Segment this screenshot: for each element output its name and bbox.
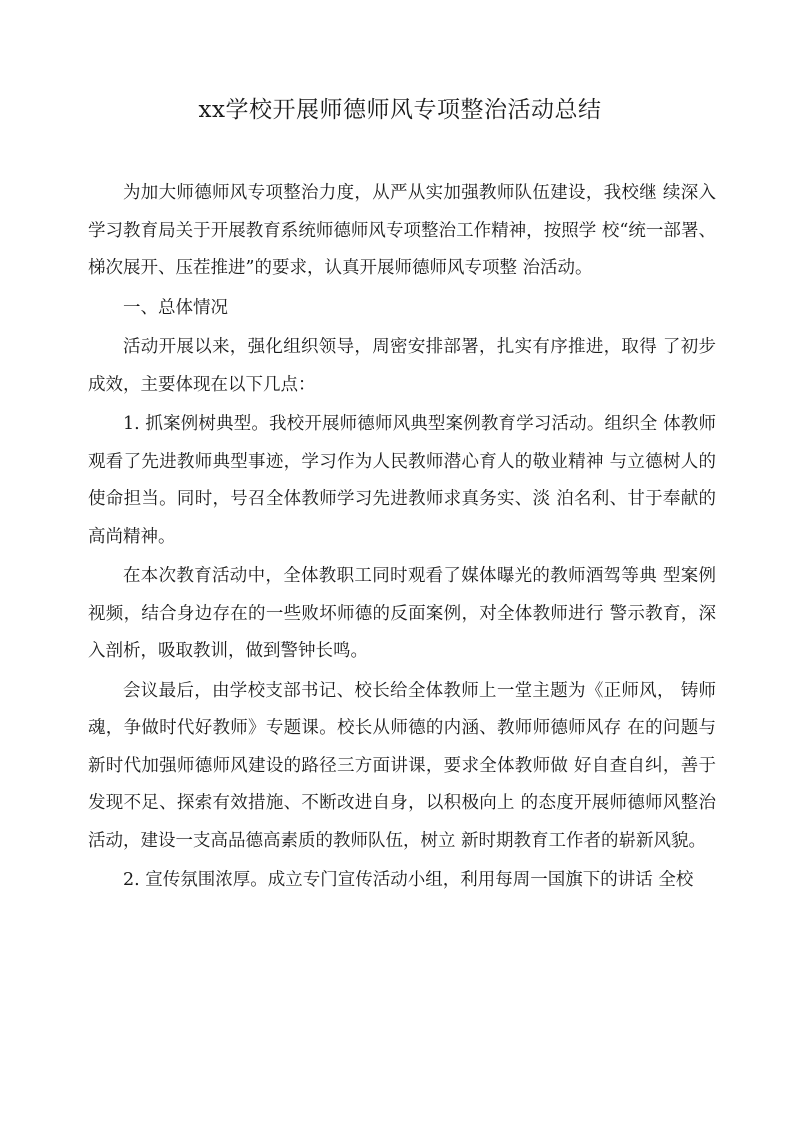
paragraph-intro: 为加大师德师风专项整治力度，从严从实加强教师队伍建设，我校继 续深入学习教育局关于开展教育系统师德师风专项整治工作精神，按照学 校“统一部署、梯次展开、压茬推进”的要求，认真开展师德师风专项整 治活动。 [88,183,716,278]
document-title: xx学校开展师德师风专项整治活动总结 [198,97,602,123]
paragraph-point-2: 2. 宣传氛围浓厚。成立专门宣传活动小组，利用每周一国旗下的讲话 全校 [123,870,694,890]
paragraph-warning-education: 在本次教育活动中，全体教职工同时观看了媒体曝光的教师酒驾等典 型案例视频，结合身边存在的一些败坏师德的反面案例，对全体教师进行 警示教育，深入剖析，吸取教训，做到警钟长鸣。 [88,566,716,661]
paragraph-overview: 活动开展以来，强化组织领导，周密安排部署，扎实有序推进，取得 了初步成效，主要体现在以下几点： [88,337,716,395]
section-heading-overview: 一、总体情况 [123,297,228,318]
document-body [88,175,716,900]
paragraph-meeting: 会议最后，由学校支部书记、校长给全体教师上一堂主题为《正师风， 铸师魂，争做时代好教师》专题课。校长从师德的内涵、教师师德师风存 在的问题与新时代加强师德师风建设的路径三方面讲课，要求全体教师做 好自查自纠，善于发现不足、探索有效措施、不断改进自身，以积极向上 的态度开展师德师风整治活动，建设一支高品德高素质的教师队伍，树立 新时期教育工作者的崭新风貌。 [88,680,716,851]
paragraph-point-1: 1. 抓案例树典型。我校开展师德师风典型案例教育学习活动。组织全 体教师观看了先进教师典型事迹，学习作为人民教师潜心育人的敬业精神 与立德树人的使命担当。同时，号召全体教师学习先进教师求真务实、淡 泊名利、甘于奉献的高尚精神。 [88,414,716,547]
